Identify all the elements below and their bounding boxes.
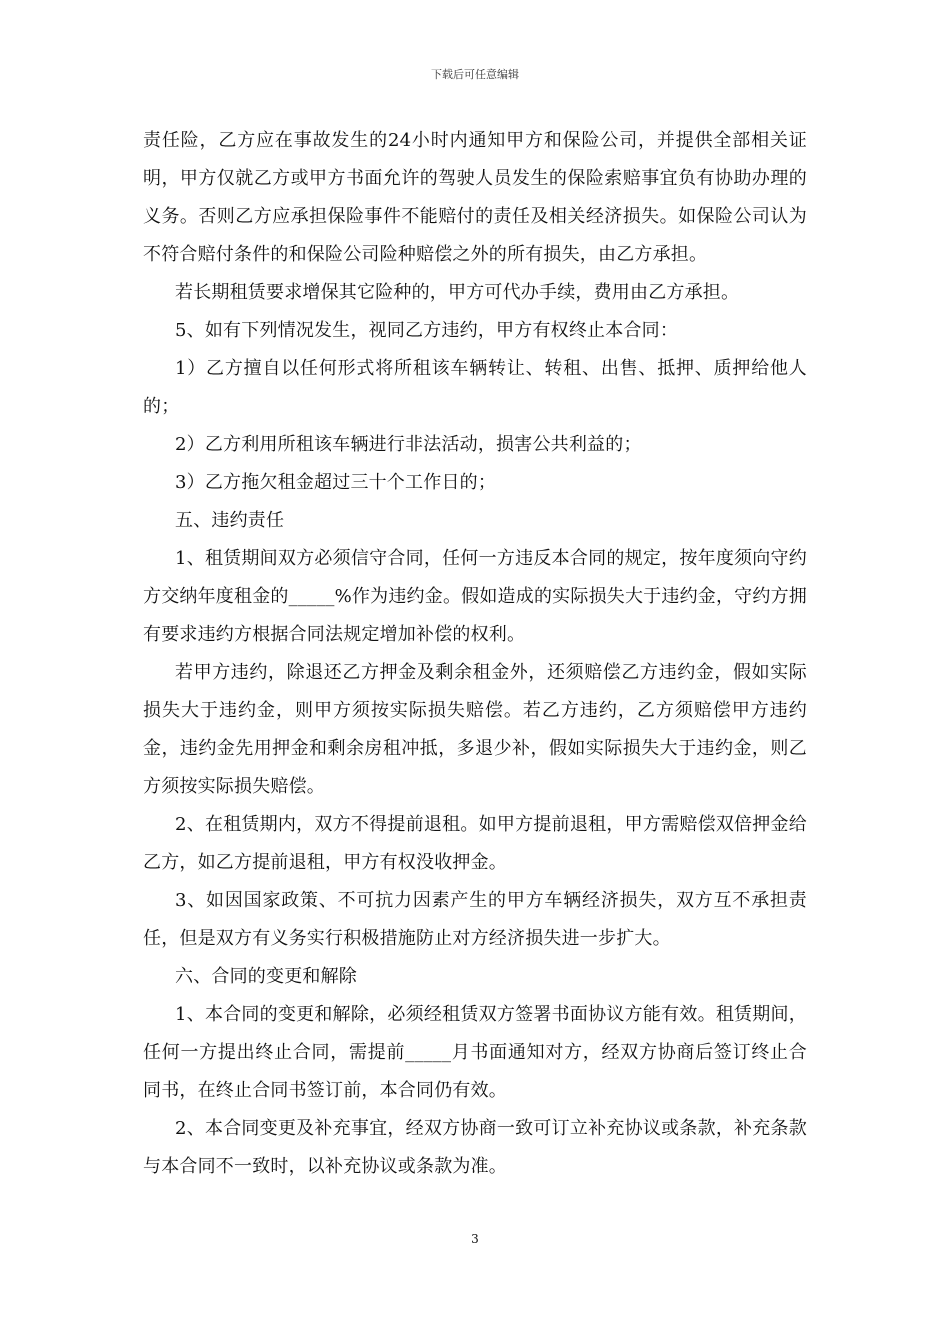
amendment-clause-1: 1、本合同的变更和解除，必须经租赁双方签署书面协议方能有效。租赁期间，任何一方提出终止合同，需提前_____月书面通知对方，经双方协商后签订终止合同书，在终止合同书签订前，本合同仍有效。 — [143, 1004, 807, 1101]
paragraph-extra-insurance: 若长期租赁要求增保其它险种的，甲方可代办手续，费用由乙方承担。 — [175, 282, 740, 303]
document-body — [143, 122, 807, 1186]
clause-5-item-2: 2）乙方利用所租该车辆进行非法活动，损害公共利益的； — [175, 434, 642, 455]
clause-5-termination: 5、如有下列情况发生，视同乙方违约，甲方有权终止本合同： — [175, 320, 679, 341]
breach-clause-1: 1、租赁期间双方必须信守合同，任何一方违反本合同的规定，按年度须向守约方交纳年度租金的_____%作为违约金。假如造成的实际损失大于违约金，守约方拥有要求违约方根据合同法规定增加补偿的权利。 — [143, 548, 807, 645]
breach-clause-2: 2、在租赁期内，双方不得提前退租。如甲方提前退租，甲方需赔偿双倍押金给乙方，如乙方提前退租，甲方有权没收押金。 — [143, 814, 807, 873]
breach-clause-party-a: 若甲方违约，除退还乙方押金及剩余租金外，还须赔偿乙方违约金，假如实际损失大于违约金，则甲方须按实际损失赔偿。若乙方违约，乙方须赔偿甲方违约金，违约金先用押金和剩余房租冲抵，多退少补，假如实际损失大于违约金，则乙方须按实际损失赔偿。 — [143, 662, 807, 797]
section-heading-amendment: 六、合同的变更和解除 — [175, 966, 357, 987]
paragraph-insurance-liability: 责任险，乙方应在事故发生的24小时内通知甲方和保险公司，并提供全部相关证明，甲方仅就乙方或甲方书面允许的驾驶人员发生的保险索赔事宜负有协助办理的义务。否则乙方应承担保险事件不能赔付的责任及相关经济损失。如保险公司认为不符合赔付条件的和保险公司险种赔偿之外的所有损失，由乙方承担。 — [143, 130, 807, 265]
clause-5-item-3: 3）乙方拖欠租金超过三十个工作日的； — [175, 472, 497, 493]
breach-clause-3: 3、如因国家政策、不可抗力因素产生的甲方车辆经济损失，双方互不承担责任，但是双方有义务实行积极措施防止对方经济损失进一步扩大。 — [143, 890, 807, 949]
page-header: 下载后可任意编辑 — [431, 68, 519, 81]
clause-5-item-1: 1）乙方擅自以任何形式将所租该车辆转让、转租、出售、抵押、质押给他人的； — [143, 358, 807, 417]
page-number: 3 — [471, 1232, 479, 1246]
amendment-clause-2: 2、本合同变更及补充事宜，经双方协商一致可订立补充协议或条款，补充条款与本合同不一致时，以补充协议或条款为准。 — [143, 1118, 807, 1177]
section-heading-breach: 五、违约责任 — [175, 510, 285, 531]
